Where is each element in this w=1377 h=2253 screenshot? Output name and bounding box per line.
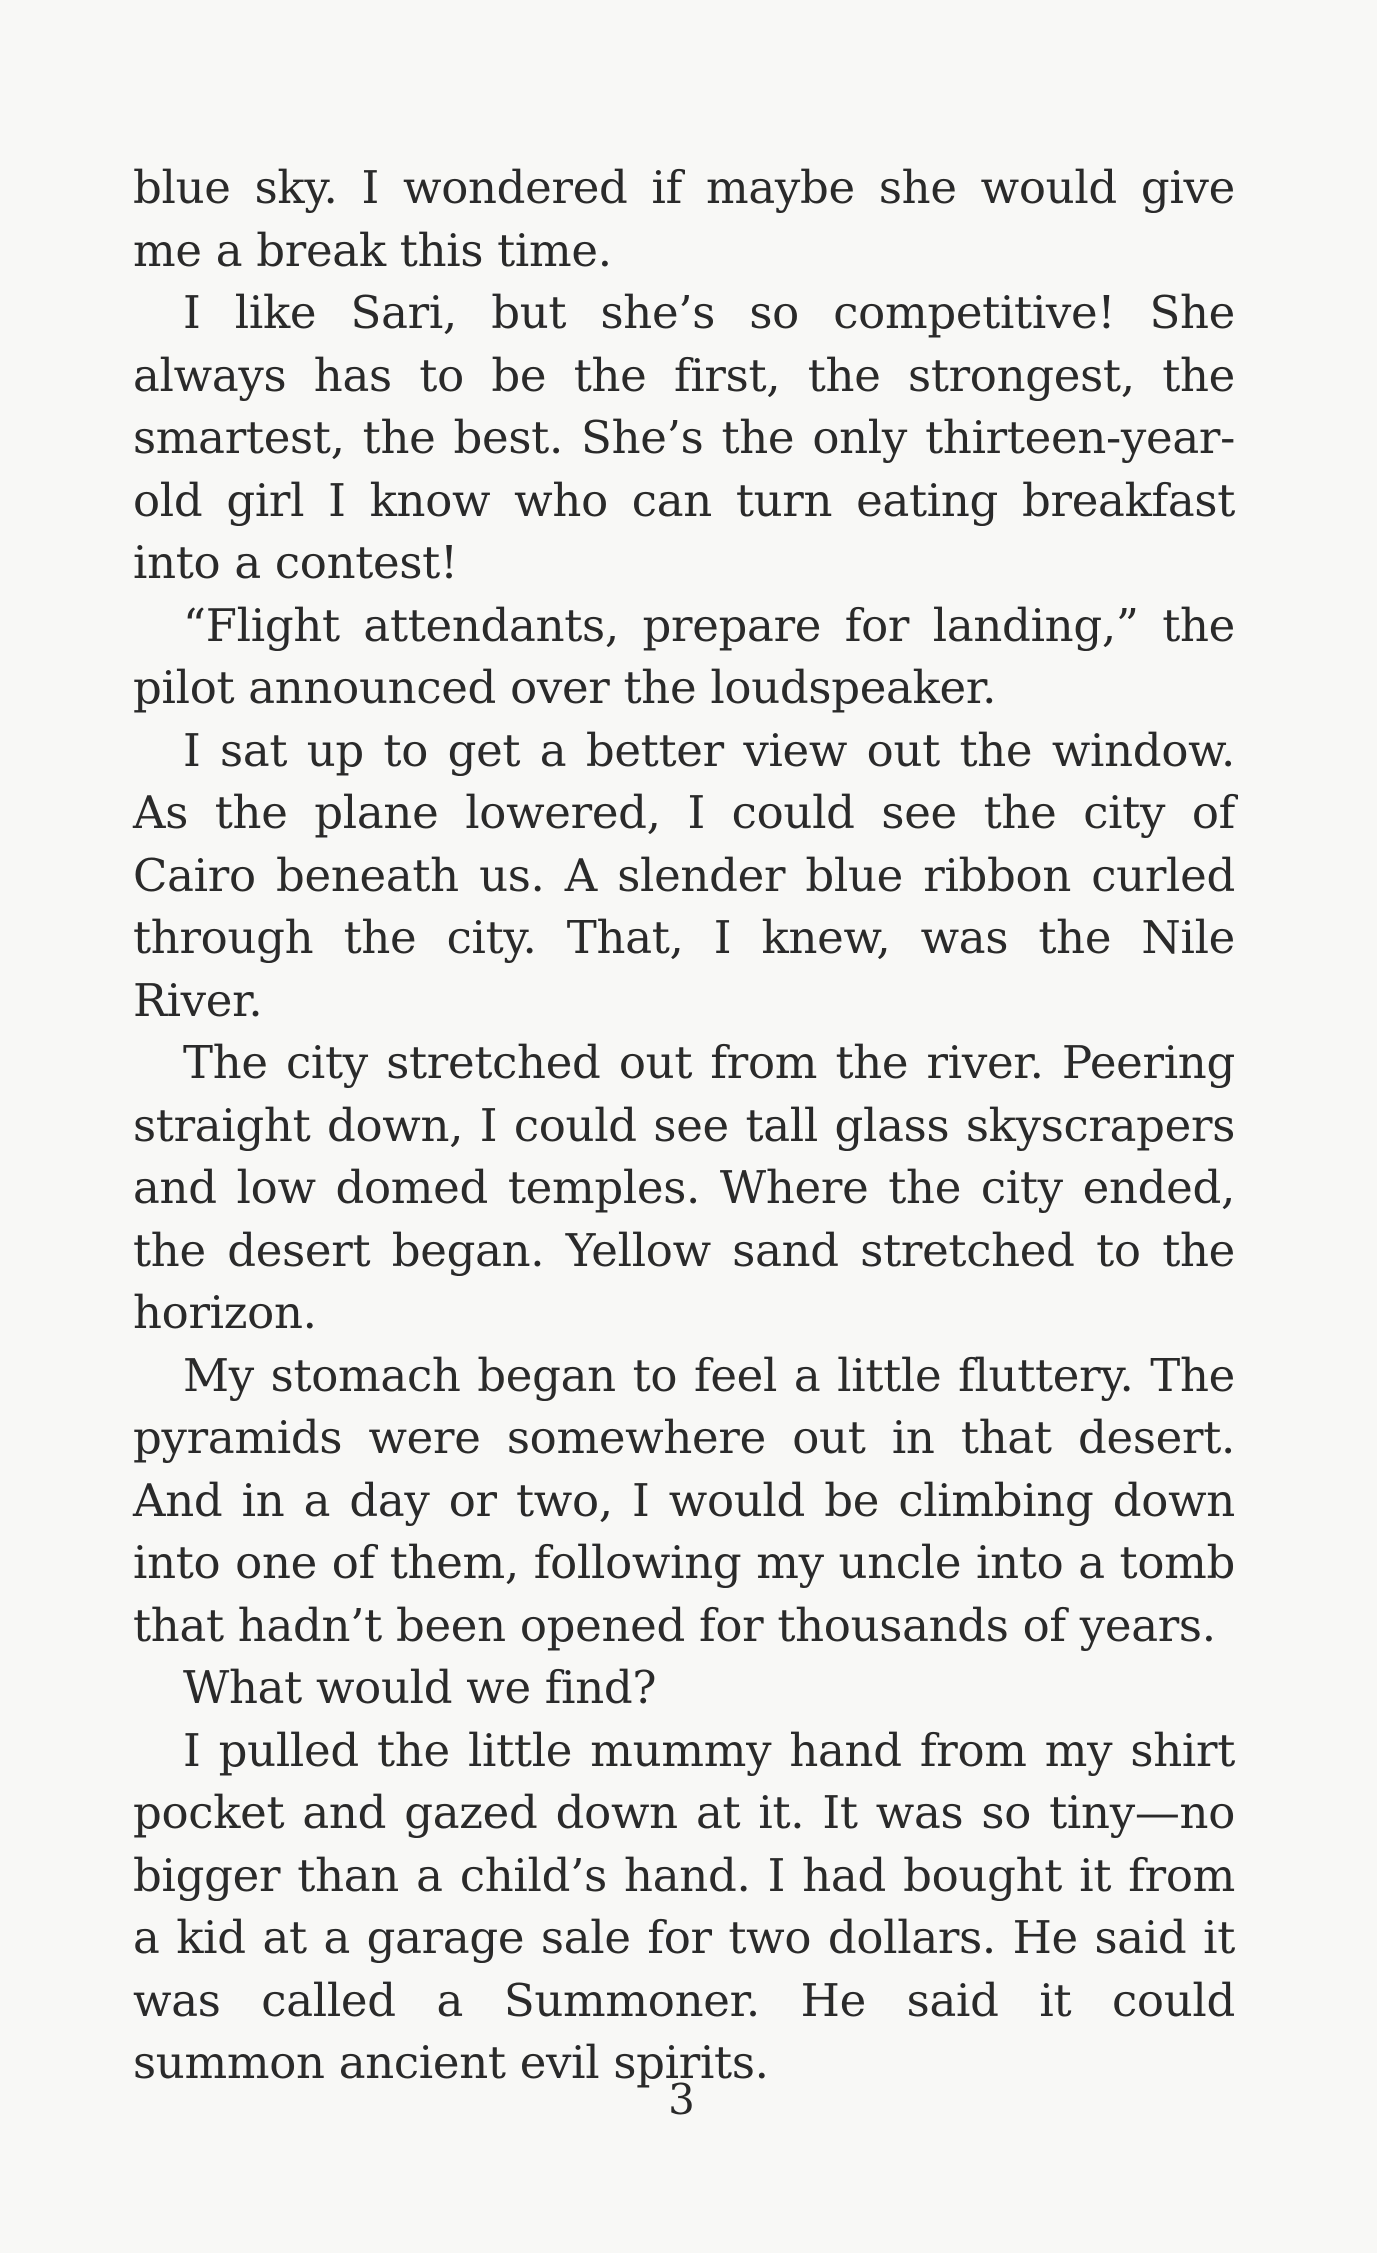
body-text [133, 157, 1235, 2095]
paragraph-2: I like Sari, but she’s so competitive! She always has to be the first, the strongest, the smartest, the best. She’s the only thirteen-year-old girl I know who can turn eating breakfast into a contest! [133, 286, 1235, 589]
paragraph-6: My stomach began to feel a little fluttery. The pyramids were somewhere out in that desert. And in a day or two, I would be climbing down into one of them, following my uncle into a tomb that hadn’t been opened for thousands of years. [133, 1348, 1235, 1652]
paragraph-1: blue sky. I wondered if maybe she would give me a break this time. [133, 161, 1235, 277]
paragraph-8: I pulled the little mummy hand from my shirt pocket and gazed down at it. It was so tiny—no bigger than a child’s hand. I had bought it from a kid at a garage sale for two dollars. He said it was called a Summoner. He said it could summon ancient evil spirits. [133, 1723, 1235, 2089]
paragraph-4: I sat up to get a better view out the window. As the plane lowered, I could see the city of Cairo beneath us. A slender blue ribbon curled through the city. That, I knew, was the Nile River. [133, 723, 1235, 1027]
paragraph-5: The city stretched out from the river. Peering straight down, I could see tall glass skyscrapers and low domed temples. Where the city ended, the desert began. Yellow sand stretched to the horizon. [133, 1036, 1235, 1339]
page-number: 3 [668, 2075, 695, 2124]
paragraph-3: “Flight attendants, prepare for landing,” the pilot announced over the loudspeaker. [133, 598, 1235, 714]
paragraph-7: What would we find? [183, 1661, 657, 1714]
